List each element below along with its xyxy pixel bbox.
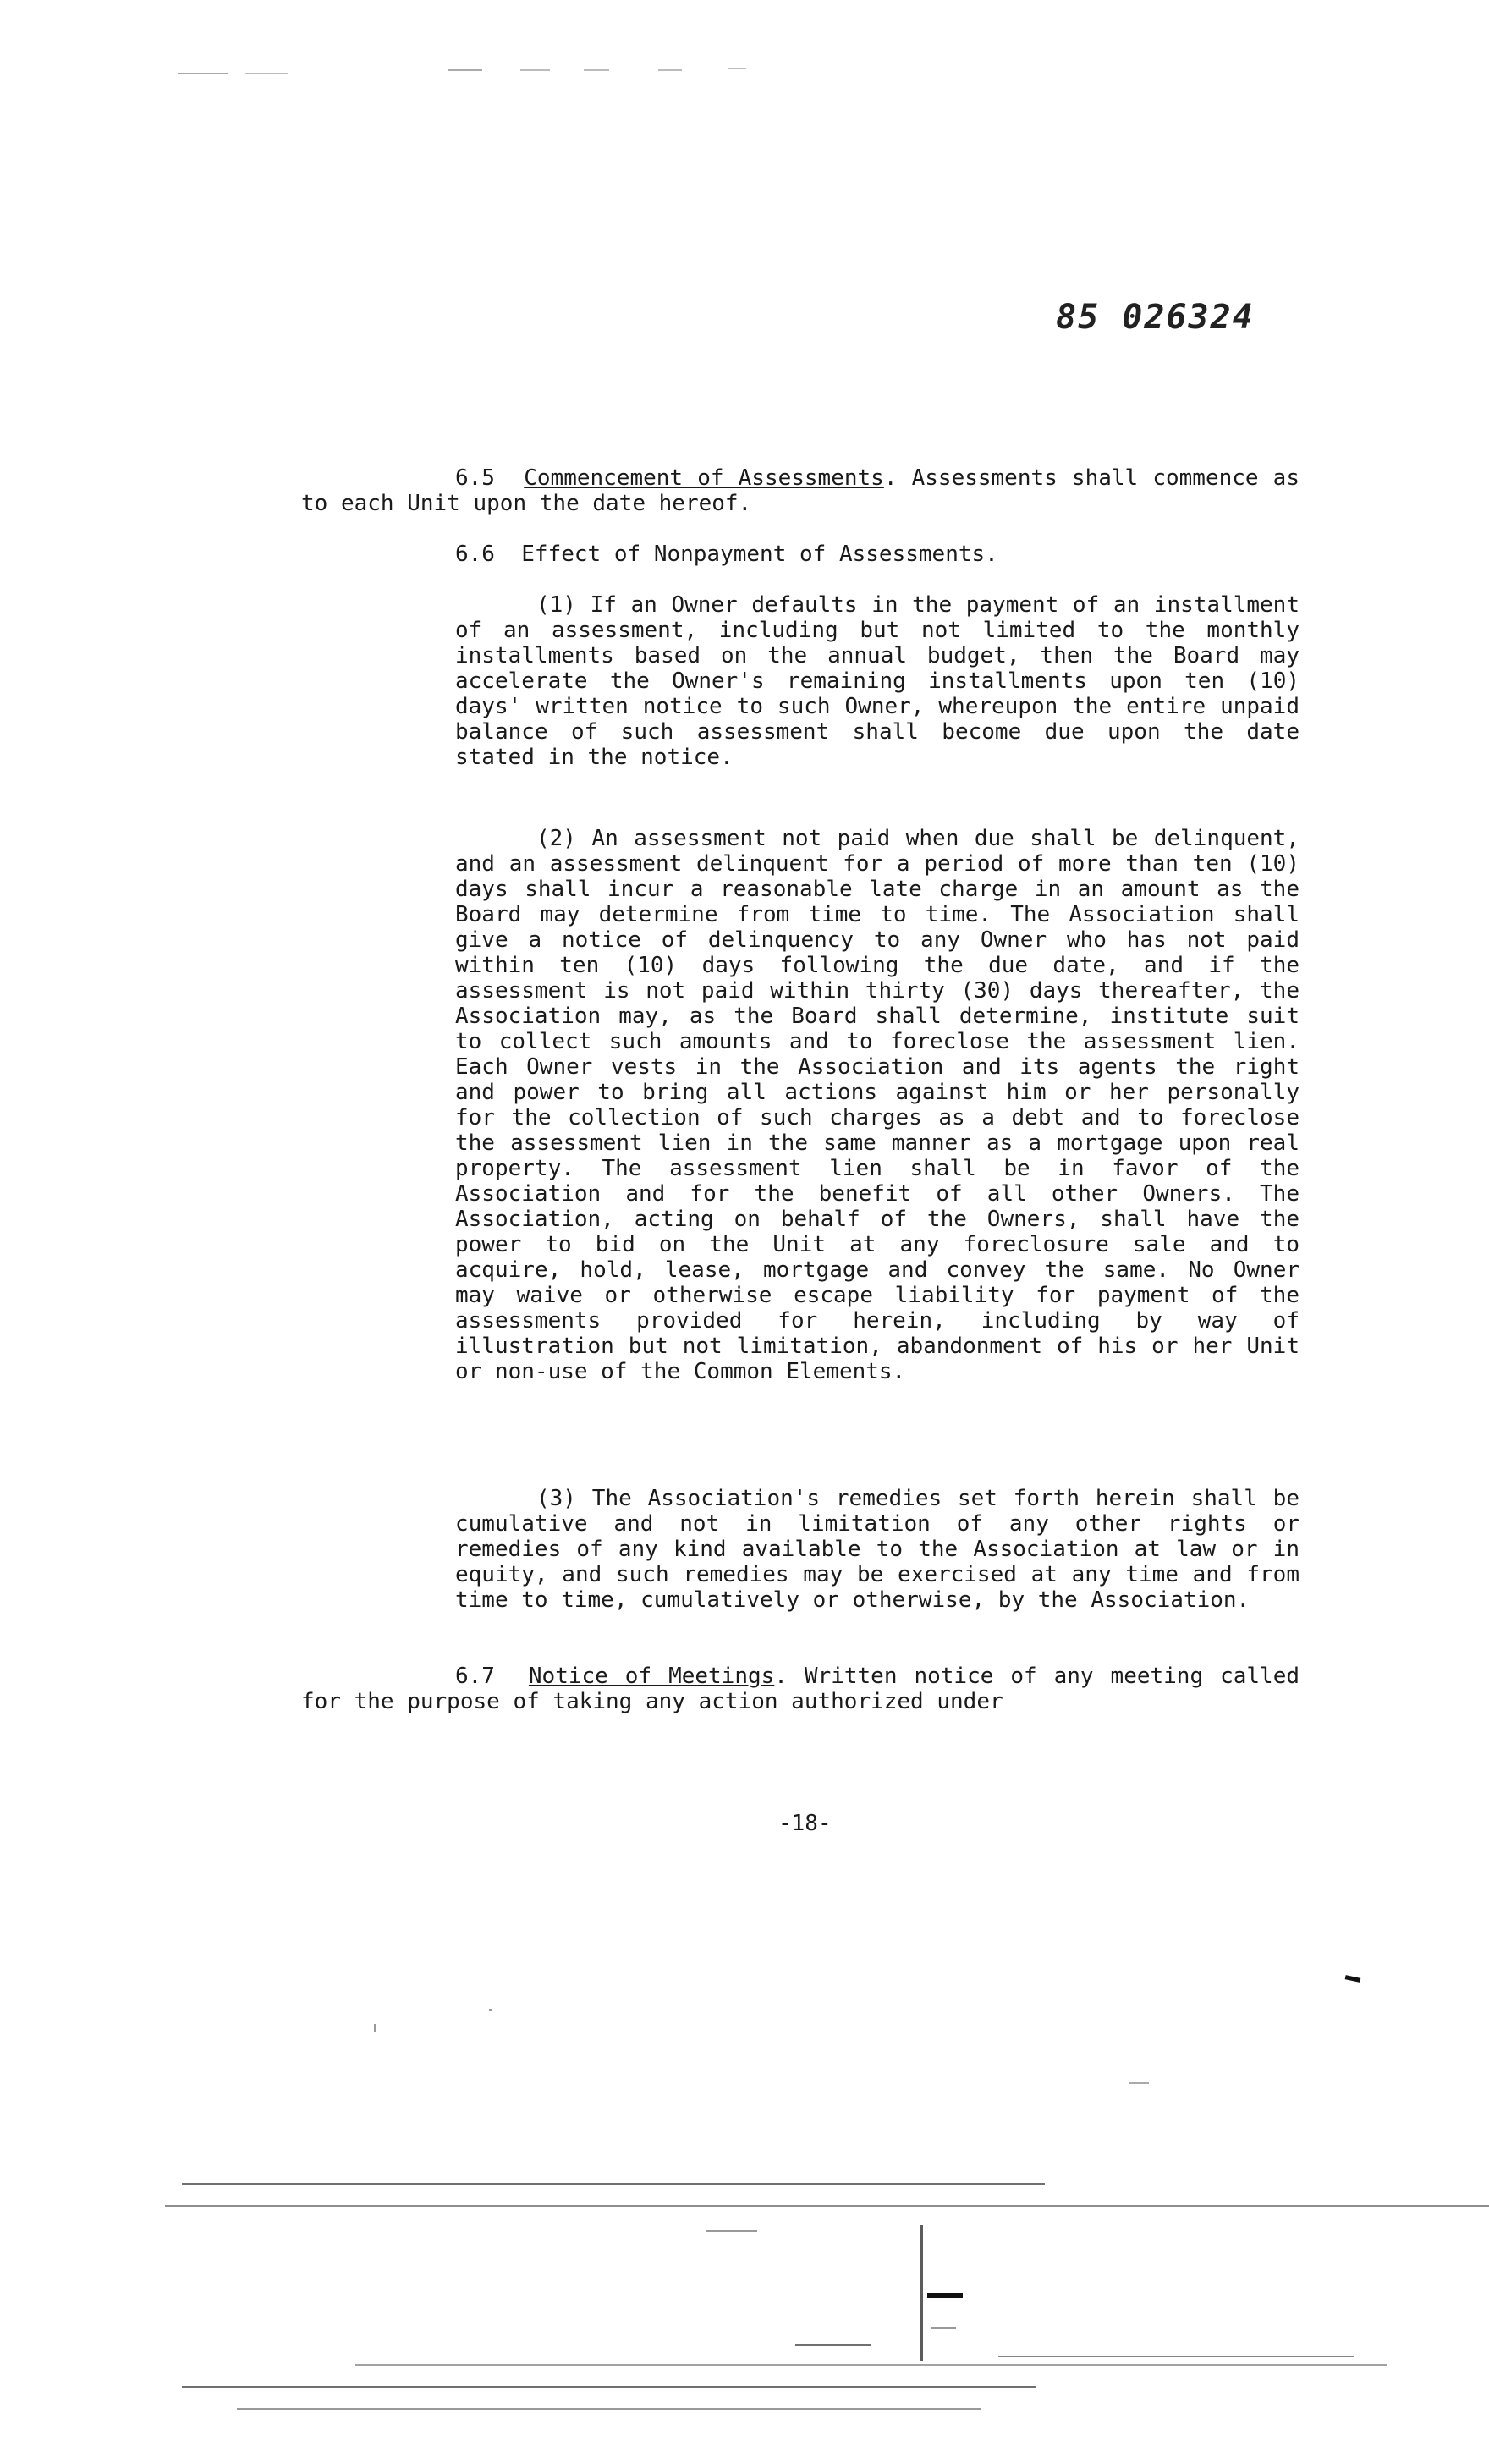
scan-speck <box>584 69 609 71</box>
scan-speck <box>178 73 228 74</box>
section-heading: Notice of Meetings <box>528 1664 775 1689</box>
section-heading: Effect of Nonpayment of Assessments <box>521 542 986 567</box>
scan-speck <box>374 2024 376 2032</box>
scan-rule <box>706 2230 757 2232</box>
scan-rule <box>182 2183 1045 2185</box>
scan-rule <box>920 2225 923 2361</box>
section-heading-tail: . <box>985 542 998 567</box>
scan-speck <box>1345 1975 1361 1983</box>
scan-speck <box>658 69 682 71</box>
section-6-7 <box>301 1664 1299 1714</box>
section-number: 6.5 <box>455 465 495 491</box>
scan-speck <box>1129 2082 1149 2084</box>
section-number: 6.6 <box>455 542 495 567</box>
scan-rule <box>237 2408 981 2410</box>
scan-rule <box>182 2386 1036 2388</box>
section-6-6-paragraph-2: (2) An assessment not paid when due shall be delinquent, and an assessment delinquent for a period of more than ten (10) days shall incur a reasonable late charge in an amount as the Board may determine from time to time. The Association shall give a notice of delinquency to any Owner who has not paid within ten (10) days following the due date, and if the assessment is not paid within thirty (30) days thereafter, the Association may, as the Board shall determine, institute suit to collect such amounts and to foreclose the assessment lien. Each Owner vests in the Association and its agents the right and power to bring all actions against him or her personally for the collection of such charges as a debt and to foreclose the assessment lien in the same manner as a mortgage upon real property. The assessment lien shall be in favor of the Association and for the benefit of all other Owners. The Association, acting on behalf of the Owners, shall have the power to bid on the Unit at any foreclosure sale and to acquire, hold, lease, mortgage and convey the same. No Owner may waive or otherwise escape liability for payment of the assessments provided for herein, including by way of illustration but not limitation, abandonment of his or her Unit or non-use of the Common Elements. <box>455 826 1299 1384</box>
scan-speck <box>927 2293 963 2298</box>
section-text: . Written notice of any meeting called for the purpose of taking any action authorized under <box>301 1664 1299 1714</box>
scan-rule <box>998 2356 1354 2357</box>
scan-speck <box>489 2009 492 2011</box>
section-6-5 <box>301 465 1299 516</box>
document-stamp-number: 85 026324 <box>1056 298 1255 337</box>
section-heading: Commencement of Assessments <box>524 465 884 491</box>
page-number: -18- <box>778 1811 832 1836</box>
section-number: 6.7 <box>455 1664 495 1689</box>
section-6-6-paragraph-1: (1) If an Owner defaults in the payment of an installment of an assessment, including but not limited to the monthly installments based on the annual budget, then the Board may accelerate the Owner's remaining installments upon ten (10) days' written notice to such Owner, whereupon the entire unpaid balance of such assessment shall become due upon the date stated in the notice. <box>455 592 1299 770</box>
scan-speck <box>520 69 550 71</box>
scan-speck <box>245 73 288 74</box>
section-6-6-heading <box>455 542 998 567</box>
scan-speck <box>931 2327 956 2329</box>
scan-speck <box>728 68 746 69</box>
scan-rule <box>355 2364 1387 2366</box>
scan-speck <box>448 69 482 71</box>
scan-rule <box>165 2205 1489 2207</box>
section-6-6-paragraph-3: (3) The Association's remedies set forth herein shall be cumulative and not in limitation of any other rights or remedies of any kind available to the Association at law or in equity, and such remedies may be exercised at any time and from time to time, cumulatively or otherwise, by the Association. <box>455 1486 1299 1613</box>
scan-rule <box>795 2344 871 2346</box>
section-text: . Assessments shall commence as to each Unit upon the date hereof. <box>301 465 1299 516</box>
